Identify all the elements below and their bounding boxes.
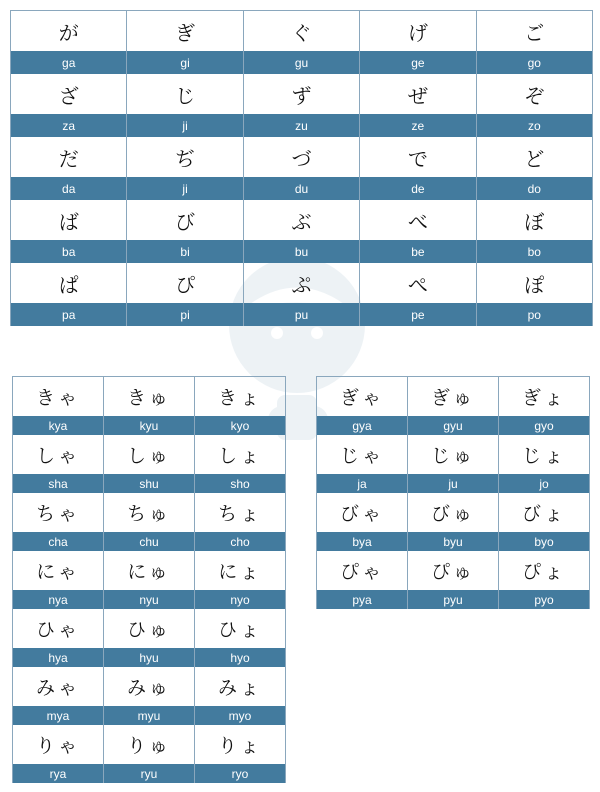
kana-character: ず bbox=[291, 83, 312, 108]
kana-cell bbox=[11, 137, 127, 200]
kana-cell bbox=[244, 200, 360, 263]
romaji-label: cho bbox=[195, 532, 285, 551]
romaji-label: nya bbox=[13, 590, 103, 609]
kana-cell bbox=[195, 493, 286, 551]
romaji-label: byo bbox=[499, 532, 589, 551]
kana-cell bbox=[104, 725, 195, 783]
romaji-label: sho bbox=[195, 474, 285, 493]
kana-cell bbox=[127, 200, 243, 263]
romaji-label: ryo bbox=[195, 764, 285, 783]
romaji-label: gyo bbox=[499, 416, 589, 435]
romaji-label: ji bbox=[127, 114, 242, 137]
kana-character: ひゃ bbox=[35, 619, 80, 641]
kana-character: ぎゅ bbox=[430, 387, 475, 409]
romaji-label: pyu bbox=[408, 590, 498, 609]
kana-character: にゃ bbox=[36, 561, 80, 583]
romaji-label: za bbox=[11, 114, 126, 137]
romaji-label: ba bbox=[11, 240, 126, 263]
kana-character: りょ bbox=[217, 735, 262, 757]
kana-cell bbox=[477, 137, 593, 200]
kana-cell bbox=[195, 435, 286, 493]
kana-character: びょ bbox=[521, 503, 566, 525]
kana-cell bbox=[477, 263, 593, 326]
kana-cell bbox=[477, 200, 593, 263]
romaji-label: ga bbox=[11, 51, 126, 74]
kana-character: ぶ bbox=[291, 209, 312, 234]
romaji-label: pe bbox=[360, 303, 475, 326]
kana-cell bbox=[408, 551, 499, 609]
kana-character: が bbox=[58, 20, 79, 45]
kana-cell bbox=[477, 11, 593, 74]
kana-character: づ bbox=[291, 146, 312, 171]
kana-cell bbox=[360, 137, 476, 200]
kana-character: じょ bbox=[521, 445, 566, 467]
kana-cell bbox=[499, 493, 590, 551]
kana-character: ぴゃ bbox=[339, 561, 384, 583]
romaji-label: jo bbox=[499, 474, 589, 493]
kana-cell bbox=[127, 137, 243, 200]
kana-character: ぼ bbox=[524, 209, 545, 234]
kana-cell bbox=[11, 11, 127, 74]
romaji-label: ji bbox=[127, 177, 242, 200]
kana-character: じゅ bbox=[430, 445, 475, 467]
kana-character: ひょ bbox=[217, 619, 262, 641]
kana-cell bbox=[317, 493, 408, 551]
kana-character: ぎゃ bbox=[339, 387, 384, 409]
kana-cell bbox=[244, 263, 360, 326]
kana-cell bbox=[13, 377, 104, 435]
kana-character: ぎょ bbox=[521, 387, 566, 409]
kana-cell bbox=[104, 435, 195, 493]
kana-cell bbox=[477, 74, 593, 137]
kana-cell bbox=[13, 609, 104, 667]
kana-character: ちゅ bbox=[126, 503, 171, 525]
romaji-label: myu bbox=[104, 706, 194, 725]
kana-character: ちゃ bbox=[35, 503, 80, 525]
romaji-label: hyu bbox=[104, 648, 194, 667]
kana-cell bbox=[104, 551, 195, 609]
kana-character: ぢ bbox=[175, 146, 196, 171]
kana-cell bbox=[104, 377, 195, 435]
kana-character: しゃ bbox=[35, 445, 80, 467]
kana-cell bbox=[244, 74, 360, 137]
kana-cell bbox=[317, 377, 408, 435]
romaji-label: gi bbox=[127, 51, 242, 74]
romaji-label: gyu bbox=[408, 416, 498, 435]
romaji-label: de bbox=[360, 177, 475, 200]
romaji-label: bi bbox=[127, 240, 242, 263]
kana-character: だ bbox=[58, 146, 79, 171]
kana-character: ぱ bbox=[58, 272, 79, 297]
kana-character: みゅ bbox=[126, 677, 171, 699]
kana-character: べ bbox=[407, 209, 428, 234]
kana-character: ぎ bbox=[175, 20, 196, 45]
kana-character: ぴ bbox=[175, 272, 196, 297]
romaji-label: bo bbox=[477, 240, 592, 263]
romaji-label: gu bbox=[244, 51, 359, 74]
kana-cell bbox=[11, 74, 127, 137]
romaji-label: shu bbox=[104, 474, 194, 493]
romaji-label: ja bbox=[317, 474, 407, 493]
kana-character: び bbox=[175, 209, 196, 234]
kana-cell bbox=[408, 435, 499, 493]
romaji-label: ryu bbox=[104, 764, 194, 783]
kana-cell bbox=[244, 11, 360, 74]
romaji-label: byu bbox=[408, 532, 498, 551]
kana-cell bbox=[195, 609, 286, 667]
romaji-label: hyo bbox=[195, 648, 285, 667]
kana-cell bbox=[127, 74, 243, 137]
kana-cell bbox=[195, 725, 286, 783]
kana-character: ざ bbox=[58, 83, 79, 108]
romaji-label: kya bbox=[13, 416, 103, 435]
voiced-kana-table bbox=[10, 10, 593, 326]
kana-character: びゃ bbox=[339, 503, 384, 525]
kana-cell bbox=[195, 667, 286, 725]
romaji-label: myo bbox=[195, 706, 285, 725]
kana-cell bbox=[360, 11, 476, 74]
kana-character: ぷ bbox=[291, 272, 312, 297]
kana-cell bbox=[244, 137, 360, 200]
romaji-label: kyu bbox=[104, 416, 194, 435]
kana-cell bbox=[499, 377, 590, 435]
romaji-label: gya bbox=[317, 416, 407, 435]
romaji-label: pya bbox=[317, 590, 407, 609]
romaji-label: ju bbox=[408, 474, 498, 493]
kana-character: ぴょ bbox=[521, 561, 566, 583]
kana-character: ぞ bbox=[524, 83, 545, 108]
romaji-label: bu bbox=[244, 240, 359, 263]
kana-cell bbox=[13, 725, 104, 783]
kana-cell bbox=[499, 435, 590, 493]
romaji-label: ze bbox=[360, 114, 475, 137]
romaji-label: chu bbox=[104, 532, 194, 551]
kana-character: ど bbox=[524, 146, 545, 171]
romaji-label: pyo bbox=[499, 590, 589, 609]
romaji-label: da bbox=[11, 177, 126, 200]
kana-cell bbox=[13, 493, 104, 551]
kana-character: みゃ bbox=[35, 677, 80, 699]
kana-character: ちょ bbox=[217, 503, 262, 525]
kana-character: ぐ bbox=[291, 20, 312, 45]
kana-cell bbox=[11, 263, 127, 326]
kana-character: りゅ bbox=[126, 735, 171, 757]
voiced-combination-kana-table bbox=[316, 376, 590, 609]
kana-character: しゅ bbox=[126, 445, 171, 467]
romaji-label: go bbox=[477, 51, 592, 74]
romaji-label: cha bbox=[13, 532, 103, 551]
kana-character: ば bbox=[58, 209, 79, 234]
romaji-label: sha bbox=[13, 474, 103, 493]
kana-character: びゅ bbox=[430, 503, 475, 525]
romaji-label: bya bbox=[317, 532, 407, 551]
kana-character: ぺ bbox=[407, 272, 428, 297]
kana-character: で bbox=[407, 146, 428, 171]
kana-character: みょ bbox=[217, 677, 262, 699]
kana-character: きゅ bbox=[126, 387, 171, 409]
romaji-label: nyo bbox=[195, 590, 285, 609]
kana-cell bbox=[360, 200, 476, 263]
kana-cell bbox=[195, 377, 286, 435]
kana-cell bbox=[13, 435, 104, 493]
kana-character: きょ bbox=[217, 387, 262, 409]
kana-character: じ bbox=[175, 83, 196, 108]
romaji-label: du bbox=[244, 177, 359, 200]
romaji-label: rya bbox=[13, 764, 103, 783]
kana-cell bbox=[11, 200, 127, 263]
kana-cell bbox=[127, 11, 243, 74]
romaji-label: do bbox=[477, 177, 592, 200]
kana-character: ぽ bbox=[524, 272, 545, 297]
kana-cell bbox=[195, 551, 286, 609]
kana-character: じゃ bbox=[339, 445, 384, 467]
romaji-label: nyu bbox=[104, 590, 194, 609]
kana-character: にゅ bbox=[127, 561, 171, 583]
romaji-label: pi bbox=[127, 303, 242, 326]
kana-cell bbox=[408, 493, 499, 551]
romaji-label: ge bbox=[360, 51, 475, 74]
kana-cell bbox=[360, 74, 476, 137]
romaji-label: pu bbox=[244, 303, 359, 326]
romaji-label: zo bbox=[477, 114, 592, 137]
kana-cell bbox=[408, 377, 499, 435]
romaji-label: be bbox=[360, 240, 475, 263]
kana-character: げ bbox=[407, 20, 428, 45]
kana-cell bbox=[317, 435, 408, 493]
romaji-label: zu bbox=[244, 114, 359, 137]
kana-character: ひゅ bbox=[126, 619, 171, 641]
kana-cell bbox=[360, 263, 476, 326]
kana-cell bbox=[13, 551, 104, 609]
romaji-label: po bbox=[477, 303, 592, 326]
combination-kana-table bbox=[12, 376, 286, 783]
romaji-label: mya bbox=[13, 706, 103, 725]
kana-character: しょ bbox=[217, 445, 262, 467]
kana-cell bbox=[104, 609, 195, 667]
romaji-label: kyo bbox=[195, 416, 285, 435]
kana-character: ぴゅ bbox=[430, 561, 475, 583]
kana-cell bbox=[104, 493, 195, 551]
romaji-label: pa bbox=[11, 303, 126, 326]
romaji-label: hya bbox=[13, 648, 103, 667]
kana-character: にょ bbox=[218, 561, 262, 583]
kana-cell bbox=[317, 551, 408, 609]
kana-cell bbox=[13, 667, 104, 725]
kana-cell bbox=[127, 263, 243, 326]
kana-character: きゃ bbox=[35, 387, 80, 409]
kana-cell bbox=[499, 551, 590, 609]
kana-character: りゃ bbox=[35, 735, 80, 757]
kana-character: ぜ bbox=[407, 83, 428, 108]
kana-character: ご bbox=[524, 20, 545, 45]
kana-cell bbox=[104, 667, 195, 725]
